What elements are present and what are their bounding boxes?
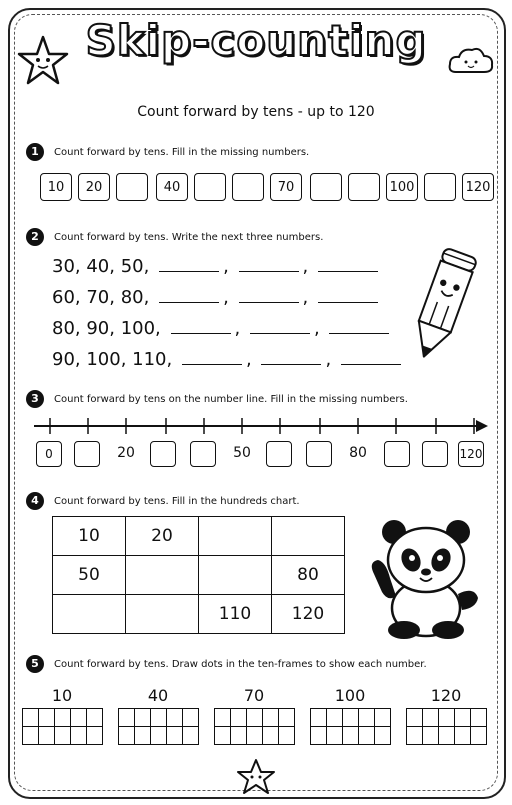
missing-number-box[interactable]: [150, 441, 176, 467]
row-start-numbers: 30, 40, 50,: [52, 256, 150, 277]
ten-frame-cell[interactable]: [327, 709, 343, 727]
ten-frame-cell[interactable]: [39, 709, 55, 727]
missing-number-box[interactable]: [306, 441, 332, 467]
ten-frame-cell[interactable]: [135, 709, 151, 727]
ten-frame-cell[interactable]: [311, 709, 327, 727]
row-start-numbers: 60, 70, 80,: [52, 287, 150, 308]
comma: ,: [245, 349, 252, 370]
ten-frame-cell[interactable]: [263, 709, 279, 727]
section-5-number: 5: [26, 655, 44, 673]
sequence-box: 120: [462, 173, 494, 201]
ten-frame-cell[interactable]: [167, 709, 183, 727]
chart-cell[interactable]: [53, 595, 126, 634]
ten-frame-cell[interactable]: [439, 709, 455, 727]
ten-frame[interactable]: [406, 708, 487, 745]
section-4-number: 4: [26, 492, 44, 510]
ten-frame-cell[interactable]: [119, 727, 135, 745]
missing-number-box[interactable]: [74, 441, 100, 467]
missing-number-box[interactable]: [310, 173, 342, 201]
ten-frame-cell[interactable]: [87, 709, 103, 727]
ten-frame-cell[interactable]: [279, 709, 295, 727]
row-start-numbers: 80, 90, 100,: [52, 318, 161, 339]
section-3-instruction: Count forward by tens on the number line. Fill in the missing numbers.: [54, 394, 408, 405]
ten-frame-cell[interactable]: [471, 709, 487, 727]
ten-frame-cell[interactable]: [311, 727, 327, 745]
bottom-star-icon: [230, 758, 282, 798]
ten-frame-cell[interactable]: [135, 727, 151, 745]
answer-blank[interactable]: [341, 350, 401, 365]
ten-frame-cell[interactable]: [359, 709, 375, 727]
section-2-instruction: Count forward by tens. Write the next three numbers.: [54, 232, 324, 243]
section-2-row: [52, 318, 393, 339]
section-3-number: 3: [26, 390, 44, 408]
ten-frame-cell[interactable]: [471, 727, 487, 745]
ten-frame-cell[interactable]: [55, 709, 71, 727]
sequence-box: 20: [78, 173, 110, 201]
section-1-number: 1: [26, 143, 44, 161]
missing-number-box[interactable]: [424, 173, 456, 201]
panda-icon: [366, 516, 484, 640]
ten-frame-cell[interactable]: [407, 709, 423, 727]
number-line-start-box: 0: [36, 441, 62, 467]
answer-blank[interactable]: [329, 319, 389, 334]
answer-blank[interactable]: [239, 257, 299, 272]
ten-frame-cell[interactable]: [183, 709, 199, 727]
section-2-row: [52, 256, 382, 277]
ten-frame-cell[interactable]: [343, 727, 359, 745]
number-line-label: 20: [117, 445, 135, 461]
section-2-number: 2: [26, 228, 44, 246]
chart-cell[interactable]: [126, 556, 199, 595]
ten-frame-cell[interactable]: [183, 727, 199, 745]
ten-frame[interactable]: [22, 708, 103, 745]
sequence-box: 10: [40, 173, 72, 201]
section-2-row: [52, 349, 405, 370]
ten-frame-cell[interactable]: [439, 727, 455, 745]
row-start-numbers: 90, 100, 110,: [52, 349, 173, 370]
comma: ,: [302, 256, 309, 277]
missing-number-box[interactable]: [232, 173, 264, 201]
answer-blank[interactable]: [182, 350, 242, 365]
ten-frame-label: 100: [334, 686, 366, 705]
ten-frame-cell[interactable]: [23, 727, 39, 745]
missing-number-box[interactable]: [190, 441, 216, 467]
comma: ,: [325, 349, 332, 370]
sequence-box: 100: [386, 173, 418, 201]
comma: ,: [313, 318, 320, 339]
ten-frame-cell[interactable]: [119, 709, 135, 727]
ten-frame-label: 40: [147, 686, 169, 705]
sequence-box: 70: [270, 173, 302, 201]
ten-frame-label: 120: [430, 686, 462, 705]
ten-frame-cell[interactable]: [423, 709, 439, 727]
answer-blank[interactable]: [318, 288, 378, 303]
ten-frame-cell[interactable]: [23, 709, 39, 727]
number-line: [30, 414, 492, 444]
answer-blank[interactable]: [159, 257, 219, 272]
answer-blank[interactable]: [250, 319, 310, 334]
ten-frame-cell[interactable]: [375, 727, 391, 745]
ten-frame-cell[interactable]: [263, 727, 279, 745]
ten-frame-cell[interactable]: [151, 709, 167, 727]
missing-number-box[interactable]: [266, 441, 292, 467]
section-2-row: [52, 287, 382, 308]
chart-cell[interactable]: [199, 517, 272, 556]
missing-number-box[interactable]: [384, 441, 410, 467]
sequence-box: 40: [156, 173, 188, 201]
ten-frame-cell[interactable]: [407, 727, 423, 745]
ten-frame-cell[interactable]: [55, 727, 71, 745]
comma: ,: [234, 318, 241, 339]
ten-frame-cell[interactable]: [423, 727, 439, 745]
ten-frame[interactable]: [118, 708, 199, 745]
ten-frame-cell[interactable]: [71, 727, 87, 745]
answer-blank[interactable]: [239, 288, 299, 303]
answer-blank[interactable]: [171, 319, 231, 334]
ten-frame-cell[interactable]: [455, 727, 471, 745]
ten-frame[interactable]: [310, 708, 391, 745]
ten-frame-cell[interactable]: [167, 727, 183, 745]
chart-cell[interactable]: 10: [53, 517, 126, 556]
ten-frame-cell[interactable]: [215, 709, 231, 727]
answer-blank[interactable]: [318, 257, 378, 272]
missing-number-box[interactable]: [194, 173, 226, 201]
ten-frame-cell[interactable]: [247, 727, 263, 745]
ten-frame[interactable]: [214, 708, 295, 745]
ten-frame-cell[interactable]: [343, 709, 359, 727]
section-1-instruction: Count forward by tens. Fill in the missing numbers.: [54, 147, 310, 158]
ten-frame-cell[interactable]: [359, 727, 375, 745]
ten-frame-cell[interactable]: [327, 727, 343, 745]
ten-frame-cell[interactable]: [39, 727, 55, 745]
number-line-label: 80: [349, 445, 367, 461]
missing-number-box[interactable]: [116, 173, 148, 201]
answer-blank[interactable]: [261, 350, 321, 365]
chart-cell[interactable]: 110: [199, 595, 272, 634]
hundreds-chart: [52, 516, 345, 634]
comma: ,: [302, 287, 309, 308]
answer-blank[interactable]: [159, 288, 219, 303]
chart-cell[interactable]: 20: [126, 517, 199, 556]
chart-cell[interactable]: 80: [272, 556, 345, 595]
missing-number-box[interactable]: [422, 441, 448, 467]
ten-frame-cell[interactable]: [279, 727, 295, 745]
ten-frame-cell[interactable]: [455, 709, 471, 727]
ten-frame-cell[interactable]: [151, 727, 167, 745]
ten-frame-label: 10: [51, 686, 73, 705]
ten-frame-cell[interactable]: [215, 727, 231, 745]
chart-cell[interactable]: [272, 517, 345, 556]
cloud-icon: [446, 44, 496, 78]
chart-cell[interactable]: 120: [272, 595, 345, 634]
chart-cell[interactable]: [199, 556, 272, 595]
pencil-icon: [408, 244, 478, 368]
ten-frame-cell[interactable]: [71, 709, 87, 727]
chart-cell[interactable]: 50: [53, 556, 126, 595]
ten-frame-cell[interactable]: [375, 709, 391, 727]
section-5-instruction: Count forward by tens. Draw dots in the ten-frames to show each number.: [54, 659, 427, 670]
chart-cell[interactable]: [126, 595, 199, 634]
comma: ,: [223, 256, 229, 277]
ten-frame-cell[interactable]: [231, 727, 247, 745]
number-line-label: 50: [233, 445, 251, 461]
ten-frame-cell[interactable]: [231, 709, 247, 727]
missing-number-box[interactable]: [348, 173, 380, 201]
ten-frame-cell[interactable]: [247, 709, 263, 727]
page-title: Skip-counting: [85, 16, 427, 65]
comma: ,: [223, 287, 229, 308]
page-subtitle: Count forward by tens - up to 120: [137, 104, 375, 120]
number-line-end-box: 120: [458, 441, 484, 467]
ten-frame-label: 70: [243, 686, 265, 705]
ten-frame-cell[interactable]: [87, 727, 103, 745]
section-4-instruction: Count forward by tens. Fill in the hundreds chart.: [54, 496, 300, 507]
